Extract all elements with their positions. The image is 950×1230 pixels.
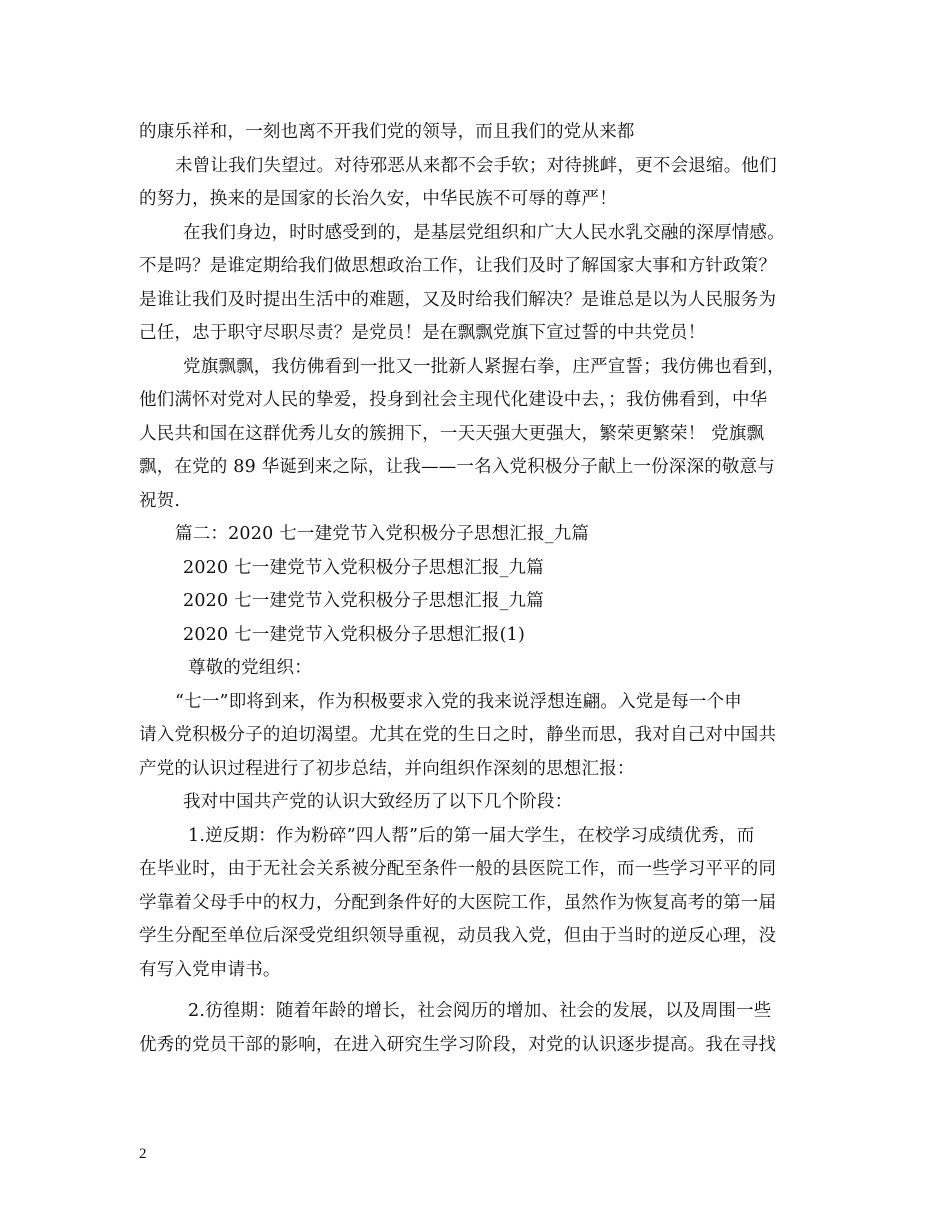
text-line: 是谁让我们及时提出生活中的难题，又及时给我们解决？是谁总是以为人民服务为 — [139, 290, 777, 310]
text-line: 1.逆反期：作为粉碎”四人帮”后的第一届大学生，在校学习成绩优秀，而 — [188, 826, 755, 846]
text-line: 优秀的党员干部的影响，在进入研究生学习阶段，对党的认识逐步提高。我在寻找 — [139, 1035, 777, 1055]
text-line: 未曾让我们失望过。对待邪恶从来都不会手软；对待挑衅，更不会退缩。他们 — [175, 156, 777, 176]
text-line: 有写入党申请书。 — [139, 960, 281, 980]
text-line: 不是吗？是谁定期给我们做思想政治工作，让我们及时了解国家大事和方针政策？ — [139, 256, 777, 276]
text-line: 他们满怀对党对人民的挚爱，投身到社会主现代化建设中去，；我仿佛看到，中华 — [139, 390, 768, 410]
text-line: 产党的认识过程进行了初步总结，并向组织作深刻的思想汇报： — [139, 759, 635, 779]
text-line: 2020 七一建党节入党积极分子思想汇报(1) — [183, 625, 525, 645]
text-line: 我对中国共产党的认识大致经历了以下几个阶段： — [183, 792, 573, 812]
text-line: 在毕业时，由于无社会关系被分配至条件一般的县医院工作，而一些学习平平的同 — [139, 859, 777, 879]
text-line: 学靠着父母手中的权力，分配到条件好的大医院工作，虽然作为恢复高考的第一届 — [139, 893, 777, 913]
text-line: “七一”即将到来，作为积极要求入党的我来说浮想连翩。入党是每一个申 — [175, 692, 742, 712]
text-line: 祝贺. — [139, 491, 181, 511]
text-line: 2020 七一建党节入党积极分子思想汇报_九篇 — [183, 591, 544, 611]
text-line: 学生分配至单位后深受党组织领导重视，动员我入党，但由于当时的逆反心理，没 — [139, 926, 777, 946]
text-line: 己任，忠于职守尽职尽责？是党员！是在飘飘党旗下宣过誓的中共党员！ — [139, 323, 706, 343]
text-line: 请入党积极分子的迫切渴望。尤其在党的生日之时，静坐而思，我对自己对中国共 — [139, 725, 777, 745]
text-line: 在我们身边，时时感受到的，是基层党组织和广大人民水乳交融的深厚情感。 — [183, 223, 785, 243]
text-line: 党旗飘飘，我仿佛看到一批又一批新人紧握右拳，庄严宣誓；我仿佛也看到， — [183, 357, 785, 377]
text-line: 2020 七一建党节入党积极分子思想汇报_九篇 — [183, 558, 544, 578]
section-heading: 篇二：2020 七一建党节入党积极分子思想汇报_九篇 — [175, 524, 590, 544]
text-line: 的康乐祥和，一刻也离不开我们党的领导，而且我们的党从来都 — [139, 122, 635, 142]
text-line: 的努力，换来的是国家的长治久安，中华民族不可辱的尊严！ — [139, 189, 617, 209]
page-number: 2 — [139, 1146, 147, 1162]
salutation: 尊敬的党组织： — [188, 658, 312, 678]
text-line: 飘，在党的 89 华诞到来之际，让我——一名入党积极分子献上一份深深的敬意与 — [139, 457, 775, 477]
text-line: 2.彷徨期：随着年龄的增长，社会阅历的增加、社会的发展，以及周围一些 — [188, 1001, 772, 1021]
text-line: 人民共和国在这群优秀儿女的簇拥下，一天天强大更强大，繁荣更繁荣！ 党旗飘 — [139, 424, 765, 444]
